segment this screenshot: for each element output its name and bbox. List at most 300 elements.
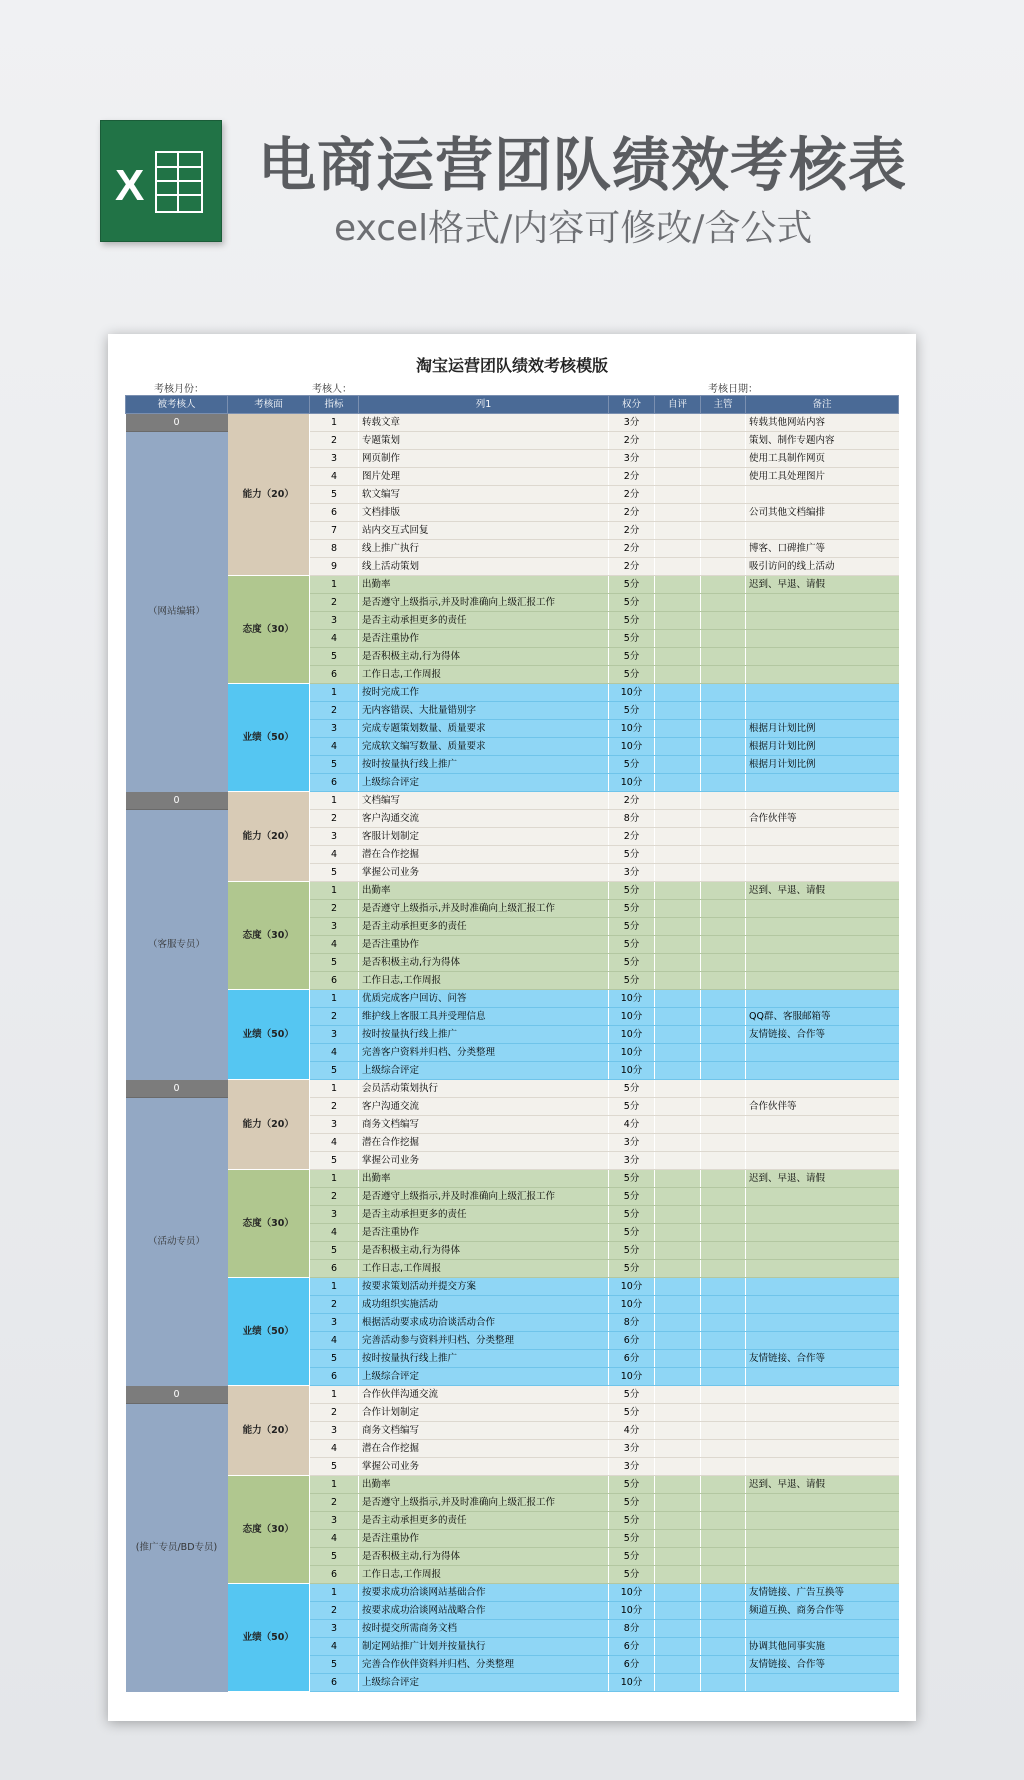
self-eval-cell[interactable] <box>655 1116 701 1134</box>
item-cell[interactable]: 出勤率 <box>359 1476 609 1494</box>
item-cell[interactable]: 图片处理 <box>359 468 609 486</box>
note-cell[interactable]: 友情链接、合作等 <box>746 1350 899 1368</box>
index-cell[interactable]: 2 <box>310 1008 359 1026</box>
self-eval-cell[interactable] <box>655 1566 701 1584</box>
weight-cell[interactable]: 6分 <box>609 1350 655 1368</box>
index-cell[interactable]: 7 <box>310 522 359 540</box>
self-eval-cell[interactable] <box>655 1170 701 1188</box>
weight-cell[interactable]: 10分 <box>609 1026 655 1044</box>
note-cell[interactable]: 合作伙伴等 <box>746 1098 899 1116</box>
self-eval-cell[interactable] <box>655 468 701 486</box>
note-cell[interactable]: 策划、制作专题内容 <box>746 432 899 450</box>
weight-cell[interactable]: 2分 <box>609 468 655 486</box>
item-cell[interactable]: 上级综合评定 <box>359 1674 609 1692</box>
index-cell[interactable]: 3 <box>310 1116 359 1134</box>
supervisor-cell[interactable] <box>701 1386 746 1404</box>
index-cell[interactable]: 5 <box>310 864 359 882</box>
index-cell[interactable]: 3 <box>310 450 359 468</box>
index-cell[interactable]: 1 <box>310 1476 359 1494</box>
item-cell[interactable]: 网页制作 <box>359 450 609 468</box>
note-cell[interactable] <box>746 774 899 792</box>
self-eval-cell[interactable] <box>655 648 701 666</box>
index-cell[interactable]: 2 <box>310 1494 359 1512</box>
note-cell[interactable] <box>746 1530 899 1548</box>
column-header[interactable]: 自评 <box>655 396 701 414</box>
item-cell[interactable]: 线上推广执行 <box>359 540 609 558</box>
note-cell[interactable] <box>746 954 899 972</box>
index-cell[interactable]: 2 <box>310 1404 359 1422</box>
note-cell[interactable] <box>746 1080 899 1098</box>
supervisor-cell[interactable] <box>701 1602 746 1620</box>
weight-cell[interactable]: 5分 <box>609 648 655 666</box>
index-cell[interactable]: 1 <box>310 1584 359 1602</box>
note-cell[interactable]: 频道互换、商务合作等 <box>746 1602 899 1620</box>
weight-cell[interactable]: 4分 <box>609 1116 655 1134</box>
note-cell[interactable] <box>746 864 899 882</box>
item-cell[interactable]: 商务文档编写 <box>359 1116 609 1134</box>
weight-cell[interactable]: 6分 <box>609 1656 655 1674</box>
weight-cell[interactable]: 10分 <box>609 1368 655 1386</box>
item-cell[interactable]: 是否遵守上级指示,并及时准确向上级汇报工作 <box>359 1188 609 1206</box>
index-cell[interactable]: 2 <box>310 432 359 450</box>
weight-cell[interactable]: 4分 <box>609 1422 655 1440</box>
index-cell[interactable]: 1 <box>310 1080 359 1098</box>
weight-cell[interactable]: 3分 <box>609 414 655 432</box>
weight-cell[interactable]: 8分 <box>609 1620 655 1638</box>
note-cell[interactable]: 根据月计划比例 <box>746 738 899 756</box>
dimension-cell[interactable]: 业绩（50） <box>228 1584 310 1692</box>
self-eval-cell[interactable] <box>655 666 701 684</box>
weight-cell[interactable]: 5分 <box>609 1098 655 1116</box>
self-eval-cell[interactable] <box>655 1044 701 1062</box>
supervisor-cell[interactable] <box>701 810 746 828</box>
item-cell[interactable]: 工作日志,工作周报 <box>359 1260 609 1278</box>
supervisor-cell[interactable] <box>701 558 746 576</box>
self-eval-cell[interactable] <box>655 1314 701 1332</box>
item-cell[interactable]: 按要求成功洽谈网站基础合作 <box>359 1584 609 1602</box>
self-eval-cell[interactable] <box>655 576 701 594</box>
weight-cell[interactable]: 5分 <box>609 1494 655 1512</box>
note-cell[interactable] <box>746 702 899 720</box>
self-eval-cell[interactable] <box>655 1026 701 1044</box>
item-cell[interactable]: 根据活动要求成功洽谈活动合作 <box>359 1314 609 1332</box>
supervisor-cell[interactable] <box>701 540 746 558</box>
item-cell[interactable]: 优质完成客户回访、问答 <box>359 990 609 1008</box>
item-cell[interactable]: 按时按量执行线上推广 <box>359 1026 609 1044</box>
item-cell[interactable]: 完善合作伙伴资料并归档、分类整理 <box>359 1656 609 1674</box>
index-cell[interactable]: 3 <box>310 612 359 630</box>
index-cell[interactable]: 3 <box>310 1422 359 1440</box>
index-cell[interactable]: 6 <box>310 1260 359 1278</box>
note-cell[interactable] <box>746 972 899 990</box>
weight-cell[interactable]: 5分 <box>609 1170 655 1188</box>
index-cell[interactable]: 4 <box>310 630 359 648</box>
note-cell[interactable] <box>746 1260 899 1278</box>
self-eval-cell[interactable] <box>655 1098 701 1116</box>
weight-cell[interactable]: 5分 <box>609 594 655 612</box>
note-cell[interactable]: 根据月计划比例 <box>746 756 899 774</box>
note-cell[interactable] <box>746 1404 899 1422</box>
note-cell[interactable] <box>746 918 899 936</box>
supervisor-cell[interactable] <box>701 1512 746 1530</box>
weight-cell[interactable]: 10分 <box>609 684 655 702</box>
supervisor-cell[interactable] <box>701 1296 746 1314</box>
item-cell[interactable]: 是否积极主动,行为得体 <box>359 648 609 666</box>
weight-cell[interactable]: 3分 <box>609 1458 655 1476</box>
self-eval-cell[interactable] <box>655 954 701 972</box>
index-cell[interactable]: 3 <box>310 828 359 846</box>
supervisor-cell[interactable] <box>701 1458 746 1476</box>
index-cell[interactable]: 1 <box>310 1170 359 1188</box>
person-cell[interactable]: （活动专员） <box>126 1098 228 1386</box>
self-eval-cell[interactable] <box>655 1404 701 1422</box>
supervisor-cell[interactable] <box>701 486 746 504</box>
index-cell[interactable]: 6 <box>310 1674 359 1692</box>
supervisor-cell[interactable] <box>701 1638 746 1656</box>
index-cell[interactable]: 6 <box>310 774 359 792</box>
column-header[interactable]: 列1 <box>359 396 609 414</box>
supervisor-cell[interactable] <box>701 1314 746 1332</box>
index-cell[interactable]: 9 <box>310 558 359 576</box>
self-eval-cell[interactable] <box>655 1458 701 1476</box>
supervisor-cell[interactable] <box>701 522 746 540</box>
index-cell[interactable]: 4 <box>310 1440 359 1458</box>
supervisor-cell[interactable] <box>701 828 746 846</box>
weight-cell[interactable]: 5分 <box>609 612 655 630</box>
note-cell[interactable] <box>746 990 899 1008</box>
self-eval-cell[interactable] <box>655 1674 701 1692</box>
item-cell[interactable]: 掌握公司业务 <box>359 864 609 882</box>
index-cell[interactable]: 1 <box>310 576 359 594</box>
item-cell[interactable]: 制定网站推广计划并按量执行 <box>359 1638 609 1656</box>
column-header[interactable]: 指标 <box>310 396 359 414</box>
self-eval-cell[interactable] <box>655 1188 701 1206</box>
total-score-cell[interactable]: 0 <box>126 792 228 810</box>
self-eval-cell[interactable] <box>655 1224 701 1242</box>
column-header[interactable]: 备注 <box>746 396 899 414</box>
index-cell[interactable]: 1 <box>310 1278 359 1296</box>
supervisor-cell[interactable] <box>701 1026 746 1044</box>
self-eval-cell[interactable] <box>655 630 701 648</box>
index-cell[interactable]: 3 <box>310 1206 359 1224</box>
note-cell[interactable]: 使用工具制作网页 <box>746 450 899 468</box>
weight-cell[interactable]: 5分 <box>609 630 655 648</box>
weight-cell[interactable]: 3分 <box>609 1134 655 1152</box>
index-cell[interactable]: 4 <box>310 936 359 954</box>
weight-cell[interactable]: 5分 <box>609 576 655 594</box>
item-cell[interactable]: 成功组织实施活动 <box>359 1296 609 1314</box>
index-cell[interactable]: 2 <box>310 1188 359 1206</box>
index-cell[interactable]: 5 <box>310 954 359 972</box>
index-cell[interactable]: 4 <box>310 1530 359 1548</box>
item-cell[interactable]: 掌握公司业务 <box>359 1458 609 1476</box>
self-eval-cell[interactable] <box>655 1206 701 1224</box>
note-cell[interactable]: 公司其他文档编排 <box>746 504 899 522</box>
item-cell[interactable]: 完成软文编写数量、质量要求 <box>359 738 609 756</box>
item-cell[interactable]: 站内交互式回复 <box>359 522 609 540</box>
item-cell[interactable]: 维护线上客服工具并受理信息 <box>359 1008 609 1026</box>
note-cell[interactable] <box>746 522 899 540</box>
supervisor-cell[interactable] <box>701 1116 746 1134</box>
supervisor-cell[interactable] <box>701 936 746 954</box>
supervisor-cell[interactable] <box>701 1674 746 1692</box>
index-cell[interactable]: 5 <box>310 1350 359 1368</box>
self-eval-cell[interactable] <box>655 1620 701 1638</box>
item-cell[interactable]: 是否遵守上级指示,并及时准确向上级汇报工作 <box>359 900 609 918</box>
note-cell[interactable]: 合作伙伴等 <box>746 810 899 828</box>
note-cell[interactable] <box>746 1134 899 1152</box>
self-eval-cell[interactable] <box>655 594 701 612</box>
item-cell[interactable]: 是否积极主动,行为得体 <box>359 1548 609 1566</box>
item-cell[interactable]: 潜在合作挖掘 <box>359 846 609 864</box>
weight-cell[interactable]: 2分 <box>609 504 655 522</box>
index-cell[interactable]: 6 <box>310 1566 359 1584</box>
dimension-cell[interactable]: 能力（20） <box>228 792 310 882</box>
supervisor-cell[interactable] <box>701 972 746 990</box>
column-header[interactable]: 权分 <box>609 396 655 414</box>
dimension-cell[interactable]: 业绩（50） <box>228 990 310 1080</box>
person-cell[interactable]: （客服专员） <box>126 810 228 1080</box>
supervisor-cell[interactable] <box>701 918 746 936</box>
self-eval-cell[interactable] <box>655 1062 701 1080</box>
index-cell[interactable]: 6 <box>310 504 359 522</box>
item-cell[interactable]: 工作日志,工作周报 <box>359 972 609 990</box>
index-cell[interactable]: 3 <box>310 918 359 936</box>
index-cell[interactable]: 3 <box>310 720 359 738</box>
self-eval-cell[interactable] <box>655 540 701 558</box>
dimension-cell[interactable]: 业绩（50） <box>228 684 310 792</box>
item-cell[interactable]: 出勤率 <box>359 576 609 594</box>
note-cell[interactable] <box>746 1674 899 1692</box>
supervisor-cell[interactable] <box>701 648 746 666</box>
supervisor-cell[interactable] <box>701 1584 746 1602</box>
note-cell[interactable] <box>746 1062 899 1080</box>
self-eval-cell[interactable] <box>655 1656 701 1674</box>
supervisor-cell[interactable] <box>701 990 746 1008</box>
item-cell[interactable]: 文档排版 <box>359 504 609 522</box>
column-header[interactable]: 考核面 <box>228 396 310 414</box>
index-cell[interactable]: 4 <box>310 1044 359 1062</box>
note-cell[interactable]: 友情链接、合作等 <box>746 1026 899 1044</box>
supervisor-cell[interactable] <box>701 900 746 918</box>
self-eval-cell[interactable] <box>655 1152 701 1170</box>
item-cell[interactable]: 按时按量执行线上推广 <box>359 1350 609 1368</box>
index-cell[interactable]: 6 <box>310 972 359 990</box>
self-eval-cell[interactable] <box>655 702 701 720</box>
note-cell[interactable]: 迟到、早退、请假 <box>746 1170 899 1188</box>
index-cell[interactable]: 5 <box>310 648 359 666</box>
supervisor-cell[interactable] <box>701 1332 746 1350</box>
supervisor-cell[interactable] <box>701 630 746 648</box>
index-cell[interactable]: 1 <box>310 990 359 1008</box>
note-cell[interactable] <box>746 1440 899 1458</box>
self-eval-cell[interactable] <box>655 900 701 918</box>
item-cell[interactable]: 按要求成功洽谈网站战略合作 <box>359 1602 609 1620</box>
note-cell[interactable] <box>746 684 899 702</box>
note-cell[interactable] <box>746 1188 899 1206</box>
item-cell[interactable]: 是否主动承担更多的责任 <box>359 612 609 630</box>
note-cell[interactable]: 协调其他同事实施 <box>746 1638 899 1656</box>
index-cell[interactable]: 4 <box>310 1134 359 1152</box>
index-cell[interactable]: 6 <box>310 1368 359 1386</box>
weight-cell[interactable]: 5分 <box>609 702 655 720</box>
note-cell[interactable]: 迟到、早退、请假 <box>746 1476 899 1494</box>
weight-cell[interactable]: 3分 <box>609 1440 655 1458</box>
item-cell[interactable]: 工作日志,工作周报 <box>359 666 609 684</box>
index-cell[interactable]: 1 <box>310 792 359 810</box>
note-cell[interactable]: 根据月计划比例 <box>746 720 899 738</box>
weight-cell[interactable]: 3分 <box>609 450 655 468</box>
weight-cell[interactable]: 5分 <box>609 1206 655 1224</box>
weight-cell[interactable]: 5分 <box>609 1548 655 1566</box>
index-cell[interactable]: 2 <box>310 1602 359 1620</box>
supervisor-cell[interactable] <box>701 594 746 612</box>
weight-cell[interactable]: 5分 <box>609 756 655 774</box>
self-eval-cell[interactable] <box>655 846 701 864</box>
self-eval-cell[interactable] <box>655 972 701 990</box>
self-eval-cell[interactable] <box>655 558 701 576</box>
weight-cell[interactable]: 10分 <box>609 990 655 1008</box>
item-cell[interactable]: 按时完成工作 <box>359 684 609 702</box>
self-eval-cell[interactable] <box>655 1134 701 1152</box>
note-cell[interactable] <box>746 1278 899 1296</box>
note-cell[interactable] <box>746 1548 899 1566</box>
note-cell[interactable] <box>746 1368 899 1386</box>
item-cell[interactable]: 客户沟通交流 <box>359 810 609 828</box>
note-cell[interactable]: 友情链接、广告互换等 <box>746 1584 899 1602</box>
weight-cell[interactable]: 10分 <box>609 1278 655 1296</box>
weight-cell[interactable]: 5分 <box>609 846 655 864</box>
note-cell[interactable] <box>746 666 899 684</box>
note-cell[interactable] <box>746 1386 899 1404</box>
supervisor-cell[interactable] <box>701 846 746 864</box>
self-eval-cell[interactable] <box>655 1422 701 1440</box>
item-cell[interactable]: 工作日志,工作周报 <box>359 1566 609 1584</box>
weight-cell[interactable]: 5分 <box>609 1188 655 1206</box>
self-eval-cell[interactable] <box>655 522 701 540</box>
note-cell[interactable] <box>746 1332 899 1350</box>
weight-cell[interactable]: 5分 <box>609 1224 655 1242</box>
supervisor-cell[interactable] <box>701 684 746 702</box>
item-cell[interactable]: 会员活动策划执行 <box>359 1080 609 1098</box>
item-cell[interactable]: 线上活动策划 <box>359 558 609 576</box>
self-eval-cell[interactable] <box>655 1386 701 1404</box>
self-eval-cell[interactable] <box>655 990 701 1008</box>
weight-cell[interactable]: 8分 <box>609 1314 655 1332</box>
dimension-cell[interactable]: 态度（30） <box>228 882 310 990</box>
index-cell[interactable]: 4 <box>310 1638 359 1656</box>
column-header[interactable]: 被考核人 <box>126 396 228 414</box>
item-cell[interactable]: 潜在合作挖掘 <box>359 1440 609 1458</box>
note-cell[interactable]: 迟到、早退、请假 <box>746 882 899 900</box>
supervisor-cell[interactable] <box>701 1350 746 1368</box>
note-cell[interactable] <box>746 900 899 918</box>
weight-cell[interactable]: 5分 <box>609 972 655 990</box>
index-cell[interactable]: 2 <box>310 810 359 828</box>
note-cell[interactable]: 转载其他网站内容 <box>746 414 899 432</box>
supervisor-cell[interactable] <box>701 1530 746 1548</box>
weight-cell[interactable]: 2分 <box>609 540 655 558</box>
index-cell[interactable]: 6 <box>310 666 359 684</box>
weight-cell[interactable]: 10分 <box>609 1044 655 1062</box>
note-cell[interactable] <box>746 1206 899 1224</box>
index-cell[interactable]: 5 <box>310 1656 359 1674</box>
supervisor-cell[interactable] <box>701 576 746 594</box>
dimension-cell[interactable]: 能力（20） <box>228 1386 310 1476</box>
self-eval-cell[interactable] <box>655 792 701 810</box>
supervisor-cell[interactable] <box>701 1656 746 1674</box>
weight-cell[interactable]: 10分 <box>609 1008 655 1026</box>
item-cell[interactable]: 出勤率 <box>359 882 609 900</box>
supervisor-cell[interactable] <box>701 864 746 882</box>
weight-cell[interactable]: 10分 <box>609 1674 655 1692</box>
supervisor-cell[interactable] <box>701 1494 746 1512</box>
person-cell[interactable]: (推广专员/BD专员) <box>126 1404 228 1692</box>
weight-cell[interactable]: 10分 <box>609 1584 655 1602</box>
self-eval-cell[interactable] <box>655 738 701 756</box>
self-eval-cell[interactable] <box>655 1008 701 1026</box>
weight-cell[interactable]: 2分 <box>609 432 655 450</box>
note-cell[interactable] <box>746 1458 899 1476</box>
weight-cell[interactable]: 5分 <box>609 918 655 936</box>
supervisor-cell[interactable] <box>701 504 746 522</box>
weight-cell[interactable]: 5分 <box>609 1260 655 1278</box>
supervisor-cell[interactable] <box>701 1548 746 1566</box>
index-cell[interactable]: 4 <box>310 468 359 486</box>
self-eval-cell[interactable] <box>655 1080 701 1098</box>
total-score-cell[interactable]: 0 <box>126 1080 228 1098</box>
weight-cell[interactable]: 10分 <box>609 720 655 738</box>
note-cell[interactable] <box>746 792 899 810</box>
note-cell[interactable] <box>746 936 899 954</box>
index-cell[interactable]: 4 <box>310 738 359 756</box>
item-cell[interactable]: 是否注重协作 <box>359 936 609 954</box>
item-cell[interactable]: 软文编写 <box>359 486 609 504</box>
index-cell[interactable]: 4 <box>310 1332 359 1350</box>
index-cell[interactable]: 5 <box>310 756 359 774</box>
item-cell[interactable]: 转载文章 <box>359 414 609 432</box>
self-eval-cell[interactable] <box>655 450 701 468</box>
weight-cell[interactable]: 10分 <box>609 774 655 792</box>
note-cell[interactable] <box>746 1116 899 1134</box>
weight-cell[interactable]: 10分 <box>609 1296 655 1314</box>
weight-cell[interactable]: 10分 <box>609 1602 655 1620</box>
self-eval-cell[interactable] <box>655 432 701 450</box>
index-cell[interactable]: 1 <box>310 882 359 900</box>
weight-cell[interactable]: 2分 <box>609 558 655 576</box>
note-cell[interactable]: 迟到、早退、请假 <box>746 576 899 594</box>
supervisor-cell[interactable] <box>701 720 746 738</box>
item-cell[interactable]: 按时提交所需商务文档 <box>359 1620 609 1638</box>
self-eval-cell[interactable] <box>655 864 701 882</box>
item-cell[interactable]: 商务文档编写 <box>359 1422 609 1440</box>
item-cell[interactable]: 是否注重协作 <box>359 1224 609 1242</box>
index-cell[interactable]: 8 <box>310 540 359 558</box>
index-cell[interactable]: 5 <box>310 1242 359 1260</box>
supervisor-cell[interactable] <box>701 414 746 432</box>
self-eval-cell[interactable] <box>655 1332 701 1350</box>
note-cell[interactable] <box>746 1224 899 1242</box>
weight-cell[interactable]: 5分 <box>609 1476 655 1494</box>
self-eval-cell[interactable] <box>655 882 701 900</box>
index-cell[interactable]: 5 <box>310 1152 359 1170</box>
item-cell[interactable]: 是否遵守上级指示,并及时准确向上级汇报工作 <box>359 594 609 612</box>
supervisor-cell[interactable] <box>701 612 746 630</box>
note-cell[interactable] <box>746 1512 899 1530</box>
supervisor-cell[interactable] <box>701 1062 746 1080</box>
supervisor-cell[interactable] <box>701 882 746 900</box>
index-cell[interactable]: 2 <box>310 702 359 720</box>
